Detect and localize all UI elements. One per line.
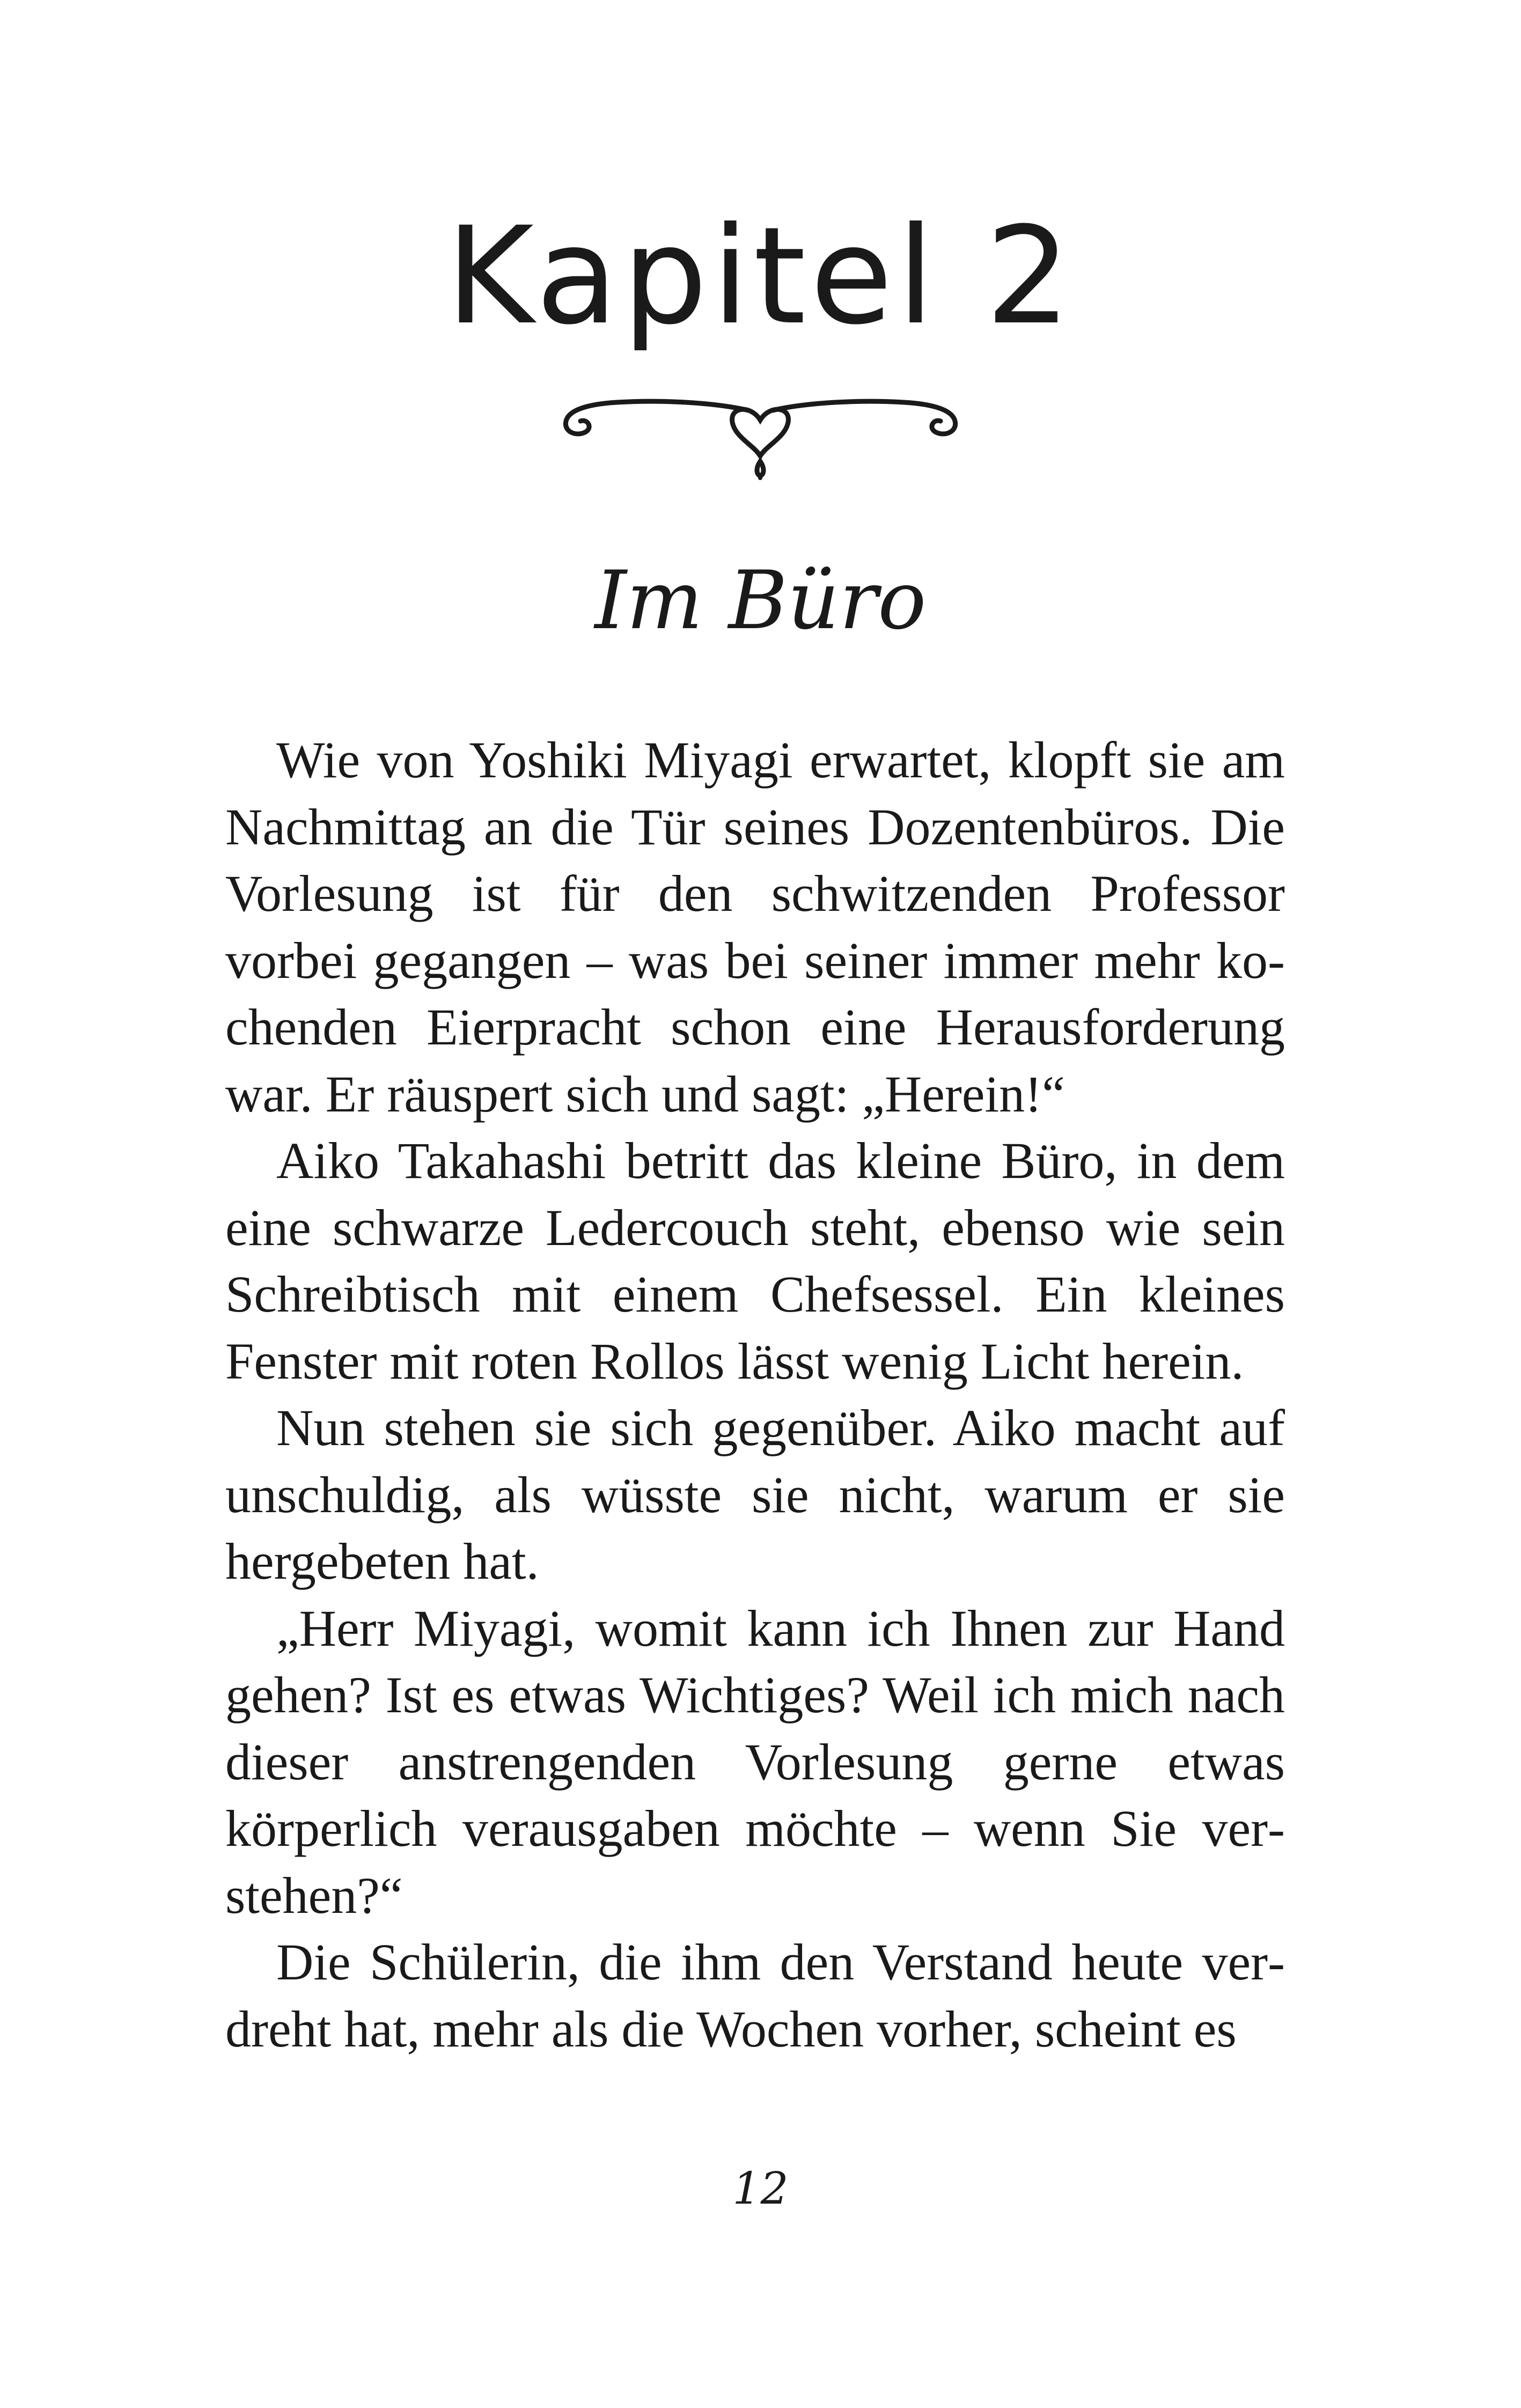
paragraph: Aiko Takahashi betritt das kleine Büro, in dem eine schwarze Ledercouch steht, ebenso wie sein Schreibtisch mit einem Chefsessel. Ein kleines Fenster mit roten Rollos lässt wenig Licht herein. bbox=[225, 1132, 1285, 1390]
chapter-title: Kapitel 2 bbox=[446, 198, 1075, 354]
body-text bbox=[225, 727, 1285, 2063]
page-number: 12 bbox=[732, 2163, 789, 2214]
section-title: Im Büro bbox=[594, 554, 927, 647]
paragraph: Nun stehen sie sich gegenüber. Aiko macht auf unschuldig, als wüsste sie nicht, warum er sie hergebeten hat. bbox=[225, 1399, 1285, 1590]
paragraph: Die Schülerin, die ihm den Verstand heute verdreht hat, mehr als die Wochen vorher, scheint es bbox=[225, 1933, 1285, 2058]
paragraph: „Herr Miyagi, womit kann ich Ihnen zur Hand gehen? Ist es etwas Wichtiges? Weil ich mich nach dieser anstrengenden Vorlesung gerne etwas körperlich verausgaben möchte – wenn Sie verstehen?“ bbox=[225, 1599, 1285, 1924]
swirl-heart-divider-icon bbox=[553, 378, 968, 480]
paragraph: Wie von Yoshiki Miyagi erwartet, klopft sie am Nachmittag an die Tür seines Dozentenbüros. Die Vorlesung ist für den schwitzenden Professor vorbei gegangen – was bei seiner immer mehr kochenden Eierpracht schon eine Herausforderung war. Er räuspert sich und sagt: „Herein!“ bbox=[225, 731, 1285, 1123]
